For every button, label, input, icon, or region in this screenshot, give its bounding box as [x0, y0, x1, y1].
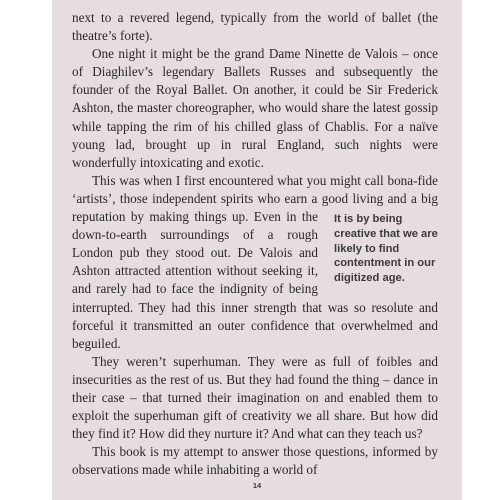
paragraph [72, 172, 438, 353]
paragraph: This book is my attempt to answer those questions, informed by observations made while inhabiting a world of [72, 444, 438, 478]
paragraph: next to a revered legend, typically from the world of ballet (the theatre’s forte). [72, 10, 438, 44]
paragraph: They weren’t superhuman. They were as full of foibles and insecurities as the rest of us. But they had found the thing – dance in their case – that turned their imagination on and enabled them to exploit the superhuman gift of creativity we all share. But how did they find it? How did they nurture it? And what can they teach us? [72, 353, 438, 442]
page-number: 14 [252, 481, 262, 490]
paragraph: One night it might be the grand Dame Ninette de Valois – once of Diaghilev’s legendary Ballets Russes and subsequently the founder of the Royal Ballet. On another, it could be Sir Frederick Ashton, the master choreographer, who would share the latest gossip while tapping the rim of his chilled glass of Chablis. For a naïve young lad, brought up in rural England, such nights were wonderfully intoxicating and exotic. [72, 46, 438, 170]
body-text [72, 9, 438, 479]
paragraph-rest: making things up. Even in the down-to-earth surroundings of a rough London pub they stood out. De Valois and Ashton attracted attention without seeking it, and rarely had to face the indignity of being interrupted. They had this inner strength that was so resolute and forceful it transmitted an outer confidence that overwhelmed and beguiled. [72, 209, 438, 351]
paragraph-lead: This was when I first encountered what you might call bona-fide ‘artists’, those independent spirits who earn a good living and a big reputation by [72, 172, 438, 225]
book-page [52, 0, 462, 500]
pull-quote: It is by being creative that we are likely to find contentment in our digitized age. [334, 213, 438, 285]
